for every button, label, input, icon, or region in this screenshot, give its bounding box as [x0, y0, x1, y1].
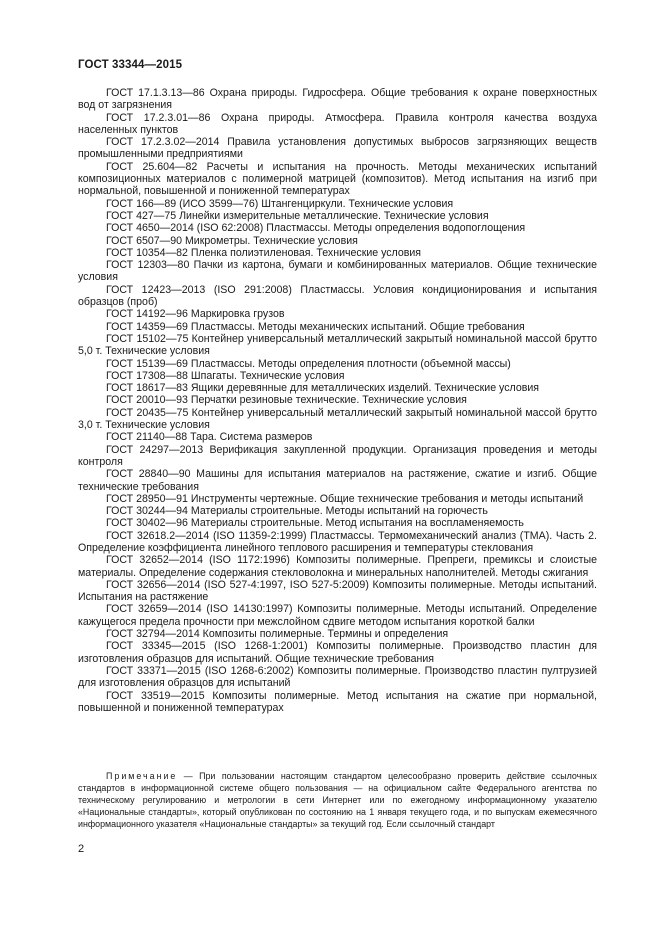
reference-item: ГОСТ 21140—88 Тара. Система размеров — [106, 431, 313, 444]
reference-item: ГОСТ 4650—2014 (ISO 62:2008) Пластмассы. Методы определения водопоглощения — [106, 222, 526, 235]
reference-item: ГОСТ 17.1.3.13—86 Охрана природы. Гидросфера. Общие требования к охране поверхностных вод от загрязнения — [78, 87, 597, 112]
reference-item: ГОСТ 33371—2015 (ISO 1268-6:2002) Композиты полимерные. Производство пластин пултрузией для изготовления образцов для испытаний — [78, 664, 597, 690]
note-text: — При пользовании настоящим стандартом целесообразно проверить действие ссылочных стандартов в информационной системе общего пользования — на официальном сайте Федерального агентства по техническому регулированию и метрологии в сети Интернет или по ежегодному информационному указателю «Национальные стандарты», который опубликован по состоянию на 1 января текущего года, и по выпускам ежемесячного информационного указателя «Национальные стандарты» за текущий год. Если ссылочный стандарт — [78, 771, 597, 829]
reference-item: ГОСТ 33519—2015 Композиты полимерные. Метод испытания на сжатие при нормальной, повышенной и пониженной температурах — [78, 689, 597, 714]
reference-item: ГОСТ 24297—2013 Верификация закупленной продукции. Организация проведения и методы контроля — [78, 443, 597, 468]
page-number: 2 — [78, 843, 85, 855]
reference-item: ГОСТ 14359—69 Пластмассы. Методы механических испытаний. Общие требования — [106, 320, 525, 333]
normative-references-list — [78, 87, 597, 714]
reference-item: ГОСТ 25.604—82 Расчеты и испытания на прочность. Методы механических испытаний композиционных материалов с полимерной матрицей (композитов). Метод испытания на изгиб при нормальной, повышенной и пониженной температурах — [78, 160, 597, 198]
reference-item: ГОСТ 32656—2014 (ISO 527-4:1997, ISO 527-5:2009) Композиты полимерные. Методы испытаний. Испытания на растяжение — [78, 578, 597, 604]
reference-item: ГОСТ 20010—93 Перчатки резиновые технические. Технические условия — [106, 394, 467, 407]
reference-item: ГОСТ 6507—90 Микрометры. Технические условия — [106, 234, 358, 247]
reference-item: ГОСТ 28840—90 Машины для испытания материалов на растяжение, сжатие и изгиб. Общие технические требования — [78, 468, 597, 493]
reference-item: ГОСТ 427—75 Линейки измерительные металлические. Технические условия — [106, 209, 489, 222]
reference-item: ГОСТ 20435—75 Контейнер универсальный металлический закрытый номинальной массой брутто 3,0 т. Технические условия — [78, 406, 597, 432]
reference-item: ГОСТ 17.2.3.02—2014 Правила установления допустимых выбросов загрязняющих веществ промышленными предприятиями — [78, 136, 597, 161]
reference-item: ГОСТ 15139—69 Пластмассы. Методы определения плотности (объемной массы) — [106, 357, 511, 370]
reference-item: ГОСТ 15102—75 Контейнер универсальный металлический закрытый номинальной массой брутто 5,0 т. Технические условия — [78, 332, 597, 358]
reference-item: ГОСТ 12423—2013 (ISO 291:2008) Пластмассы. Условия кондиционирования и испытания образцов (проб) — [78, 283, 597, 309]
reference-item: ГОСТ 32618.2—2014 (ISO 11359-2:1999) Пластмассы. Термомеханический анализ (ТМА). Часть 2. Определение коэффициента линейного теплового расширения и температуры стеклования — [78, 529, 597, 554]
reference-item: ГОСТ 30244—94 Материалы строительные. Методы испытаний на горючесть — [106, 505, 488, 518]
document-header: ГОСТ 33344—2015 — [78, 59, 183, 71]
reference-item: ГОСТ 32652—2014 (ISO 1172:1996) Композиты полимерные. Препреги, премиксы и слоистые материалы. Определение содержания стекловолокна и минеральных наполнителей. Методы сжигания — [78, 554, 597, 579]
reference-item: ГОСТ 14192—96 Маркировка грузов — [106, 308, 285, 321]
note-paragraph — [78, 771, 597, 831]
reference-item: ГОСТ 17.2.3.01—86 Охрана природы. Атмосфера. Правила контроля качества воздуха населенных пунктов — [78, 111, 597, 136]
reference-item: ГОСТ 28950—91 Инструменты чертежные. Общие технические требования и методы испытаний — [106, 492, 584, 505]
reference-item: ГОСТ 18617—83 Ящики деревянные для металлических изделий. Технические условия — [106, 382, 539, 395]
reference-item: ГОСТ 30402—96 Материалы строительные. Метод испытания на воспламеняемость — [106, 517, 524, 530]
note-label: Примечание — [106, 771, 178, 781]
reference-item: ГОСТ 17308—88 Шпагаты. Технические условия — [106, 369, 345, 382]
reference-item: ГОСТ 32794—2014 Композиты полимерные. Термины и определения — [106, 628, 449, 641]
reference-item: ГОСТ 166—89 (ИСО 3599—76) Штангенциркули. Технические условия — [106, 197, 454, 210]
reference-item: ГОСТ 32659—2014 (ISO 14130:1997) Композиты полимерные. Методы испытаний. Определение кажущегося предела прочности при межслойном сдвиге методом испытания короткой балки — [78, 603, 597, 628]
reference-item: ГОСТ 12303—80 Пачки из картона, бумаги и комбинированных материалов. Общие технические условия — [78, 259, 597, 284]
reference-item: ГОСТ 10354—82 Пленка полиэтиленовая. Технические условия — [106, 246, 422, 259]
reference-item: ГОСТ 33345—2015 (ISO 1268-1:2001) Композиты полимерные. Производство пластин для изготовления образцов для испытаний. Общие технические требования — [78, 640, 597, 665]
